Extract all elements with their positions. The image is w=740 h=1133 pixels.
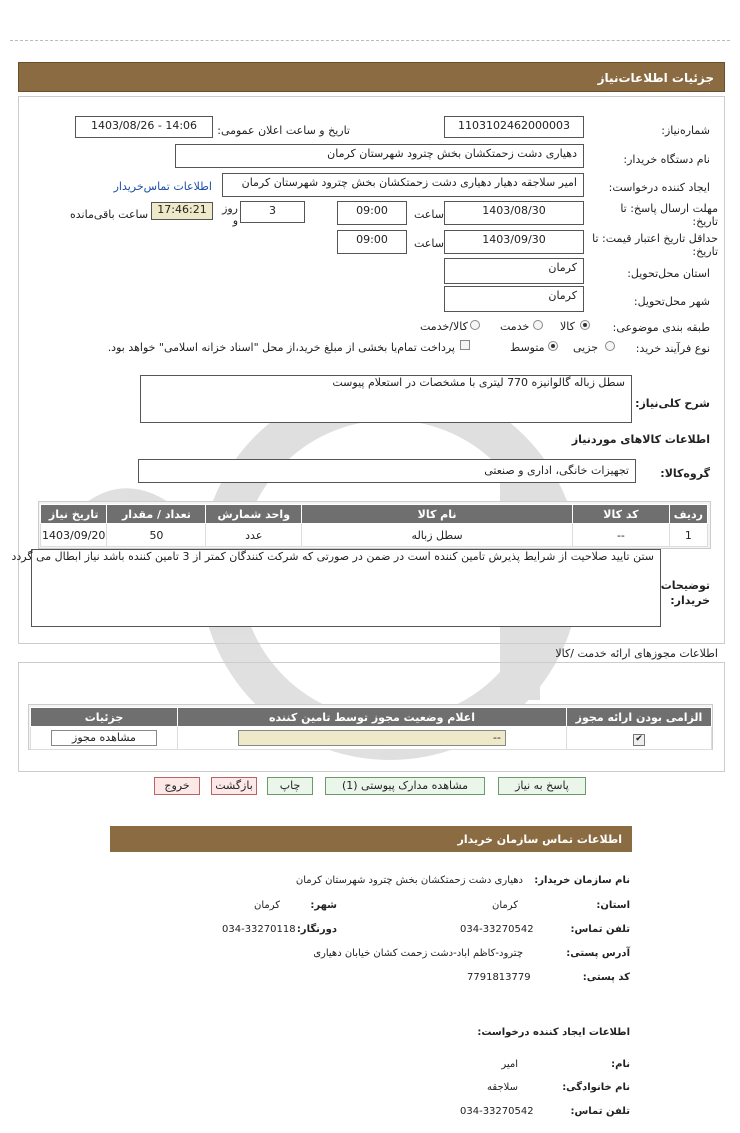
creator-info-title: اطلاعات ایجاد کننده درخواست: [477,1027,630,1038]
reply-button[interactable]: پاسخ به نیاز [498,777,586,795]
cell-code: -- [573,524,670,547]
col-qty: تعداد / مقدار [107,505,206,524]
view-attachments-button[interactable]: مشاهده مدارک پیوستی (1) [325,777,485,795]
description-field: سطل زباله گالوانیزه 770 لیتری با مشخصات در استعلام پیوست [140,375,632,423]
price-time-field: 09:00 [337,230,407,254]
category-radio-service[interactable] [533,320,543,330]
table-row [41,524,708,547]
top-divider [10,40,730,41]
treasury-payment-checkbox[interactable] [460,340,470,350]
category-both-label: کالا/خدمت [420,320,468,333]
col-status: اعلام وضعیت مجوز توسط تامین کننده [178,708,567,727]
goods-table [40,504,708,547]
goods-table-header [41,505,708,524]
col-details: جزئیات [31,708,178,727]
cell-date: 1403/09/20 [41,524,107,547]
contact-org-value: دهیاری دشت زحمتکشان بخش چترود شهرستان کرمان [295,875,523,886]
contact-header [110,826,632,852]
back-button[interactable]: بازگشت [211,777,257,795]
contact-fax-label: دورنگار: [296,924,337,935]
buyer-org-label: نام دستگاه خریدار: [623,153,710,166]
col-code: کد کالا [573,505,670,524]
remaining-label: ساعت باقی‌مانده [70,208,149,221]
category-service-label: خدمت [500,320,530,333]
view-permit-button[interactable]: مشاهده مجوز [51,730,157,746]
buyer-notes-field: ستن تایید صلاحیت از شرایط پذیرش تامین کننده است در ضمن در صورتی که شرکت کنندگان کمتر از 3 تامین کننده باشد نیاز ابطال می گردد [31,549,661,627]
contact-province-value: کرمان [491,900,518,911]
buyer-notes-label: توضیحات خریدار: [660,579,710,607]
remaining-time-field: 17:46:21 [151,202,213,220]
permit-status-field: -- [238,730,506,746]
contact-phone-value: 034-33270542 [460,924,534,935]
col-name: نام کالا [302,505,573,524]
col-date: تاریخ نیاز [41,505,107,524]
goods-group-label: گروه‌کالا: [660,467,710,480]
category-label: طبقه بندی موضوعی: [612,321,710,334]
contact-title: اطلاعات تماس سازمان خریدار [457,833,622,846]
category-goods-label: کالا [560,320,575,333]
contact-address-value: چترود-کاظم اباد-دشت زحمت کشان خیابان دهیاری [313,948,523,959]
creator-phone-value: 034-33270542 [460,1106,534,1117]
page-title: جزئیات اطلاعات‌نیاز [597,71,714,85]
creator-name-label: نام: [611,1059,630,1070]
announce-field: 1403/08/26 - 14:06 [75,116,213,138]
contact-city-value: کرمان [253,900,280,911]
reply-date-field: 1403/08/30 [444,201,584,225]
permits-table-header [31,708,712,727]
treasury-payment-note: پرداخت تمام‌یا بخشی از مبلغ خرید،از محل "اسناد خزانه اسلامی" خواهد بود. [107,341,455,354]
creator-phone-label: تلفن تماس: [570,1106,630,1117]
contact-province-label: استان: [596,900,630,911]
announce-label: تاریخ و ساعت اعلان عمومی: [217,124,350,137]
creator-family-value: سلاجقه [487,1082,518,1093]
required-checkbox: ✔ [633,734,645,746]
permits-table [30,707,712,750]
price-validity-label: حداقل تاریخ اعتبار قیمت: تا تاریخ: [592,232,718,258]
purchase-radio-minor[interactable] [605,341,615,351]
price-time-label: ساعت [414,237,444,250]
reply-time-label: ساعت [414,208,444,221]
city-field: کرمان [444,286,584,312]
cell-row: 1 [669,524,707,547]
table-row [31,727,712,750]
purchase-medium-label: متوسط [510,341,545,354]
creator-family-label: نام خانوادگی: [562,1082,630,1093]
need-number-field: 1103102462000003 [444,116,584,138]
cell-required [567,727,712,750]
cell-status [178,727,567,750]
contact-org-label: نام سازمان خریدار: [534,875,630,886]
permits-title: اطلاعات مجوزهای ارائه خدمت /کالا [555,647,718,660]
description-label: شرح کلی‌نیاز: [635,397,710,410]
need-number-label: شماره‌نیاز: [661,124,710,137]
col-row: ردیف [669,505,707,524]
province-field: کرمان [444,258,584,284]
reply-time-field: 09:00 [337,201,407,225]
purchase-radio-medium[interactable] [548,341,558,351]
cell-qty: 50 [107,524,206,547]
category-radio-goods[interactable] [580,320,590,330]
city-label: شهر محل‌تحویل: [633,295,710,308]
days-field: 3 [240,201,305,223]
purchase-minor-label: جزیی [573,341,599,354]
page-header [18,62,725,92]
contact-phone-label: تلفن تماس: [570,924,630,935]
goods-info-title: اطلاعات کالاهای موردنیاز [571,433,710,446]
contact-address-label: آدرس پستی: [566,948,630,959]
cell-name: سطل زباله [302,524,573,547]
cell-details [31,727,178,750]
contact-postal-value: 7791813779 [467,972,531,983]
exit-button[interactable]: خروج [154,777,200,795]
price-date-field: 1403/09/30 [444,230,584,254]
buyer-org-field: دهیاری دشت زحمتکشان بخش چترود شهرستان کرمان [175,144,584,168]
cell-unit: عدد [206,524,302,547]
col-required: الزامی بودن ارائه مجوز [567,708,712,727]
contact-city-label: شهر: [310,900,337,911]
creator-label: ایجاد کننده درخواست: [608,181,710,194]
col-unit: واحد شمارش [206,505,302,524]
purchase-type-label: نوع فرآیند خرید: [635,342,710,355]
goods-group-field: تجهیزات خانگی، اداری و صنعتی [138,459,636,483]
province-label: استان محل‌تحویل: [627,267,710,280]
contact-postal-label: کد پستی: [582,972,630,983]
reply-deadline-label: مهلت ارسال پاسخ: تا تاریخ: [620,202,718,228]
creator-field: امیر سلاجقه دهیار دهیاری دشت زحمتکشان بخش چترود شهرستان کرمان [222,173,584,197]
creator-name-value: امیر [501,1059,518,1070]
contact-fax-value: 034-33270118 [222,924,296,935]
category-radio-both[interactable] [470,320,480,330]
print-button[interactable]: چاپ [267,777,313,795]
contact-info-link[interactable]: اطلاعات تماس‌خریدار [113,180,212,193]
day-label: روز و [222,202,238,227]
